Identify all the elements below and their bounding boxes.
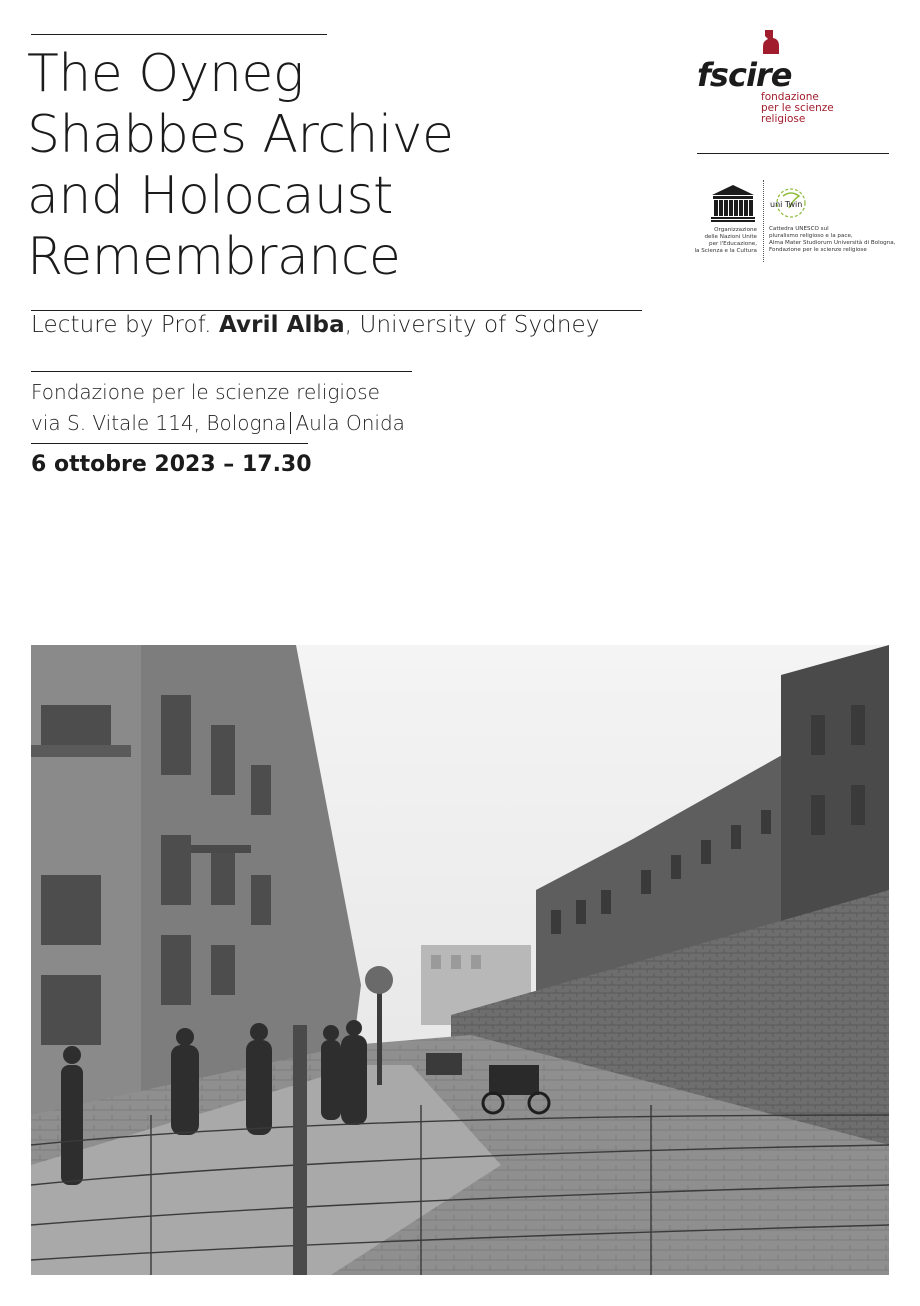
unesco-caption-line: Organizzazione — [714, 227, 757, 233]
unesco-caption — [694, 227, 757, 255]
title-line: The Oyneg — [27, 44, 304, 104]
fscire-logo — [697, 30, 837, 130]
separator — [290, 412, 291, 434]
unesco-caption-line: per l'Educazione, — [709, 241, 757, 247]
fscire-subtitle-line: fondazione — [761, 91, 819, 103]
title-line: Remembrance — [27, 227, 401, 287]
unesco-caption-line: la Scienza e la Cultura — [694, 248, 757, 254]
title-line: and Holocaust — [27, 166, 393, 226]
svg-text:uni Twin: uni Twin — [770, 200, 803, 209]
fscire-subtitle — [761, 92, 834, 125]
speaker-name: Avril Alba — [218, 312, 345, 338]
fscire-subtitle-line: per le scienze — [761, 102, 834, 114]
lecture-rule — [31, 371, 412, 372]
unesco-caption-line: delle Nazioni Unite — [704, 234, 757, 240]
unesco-unitwin-logos — [694, 178, 897, 268]
unitwin-logo-icon — [769, 186, 809, 222]
unitwin-caption-line: pluralismo religioso e la pace, — [769, 233, 853, 239]
venue-room: Aula Onida — [295, 411, 405, 435]
venue-block — [31, 377, 405, 439]
unitwin-caption-line: Alma Mater Studiorum Università di Bologna, — [769, 240, 896, 246]
lecture-line — [31, 312, 600, 338]
title-line: Shabbes Archive — [27, 105, 454, 165]
logo-divider — [763, 180, 764, 262]
unitwin-caption — [769, 226, 895, 254]
venue-rule — [31, 443, 308, 444]
venue-address: via S. Vitale 114, Bologna — [31, 411, 287, 435]
page-title — [27, 44, 627, 288]
historic-photo-warsaw-ghetto-street-icon — [31, 645, 889, 1275]
venue-name: Fondazione per le scienze religiose — [31, 380, 380, 404]
event-date: 6 ottobre 2023 – 17.30 — [31, 452, 312, 477]
speaker-affiliation: , University of Sydney — [344, 312, 600, 338]
fscire-subtitle-line: religiose — [761, 113, 806, 125]
unitwin-caption-line: Fondazione per le scienze religiose — [769, 247, 867, 253]
top-rule — [31, 34, 327, 35]
title-rule — [31, 310, 642, 311]
venue-address-line — [31, 408, 405, 439]
lecture-prefix: Lecture by Prof. — [31, 312, 219, 338]
fscire-wordmark: fscire — [697, 56, 792, 94]
unesco-temple-icon — [711, 184, 755, 222]
logo-rule — [697, 153, 889, 154]
historic-photograph — [31, 645, 889, 1275]
unitwin-caption-line: Cattedra UNESCO sul — [769, 226, 829, 232]
